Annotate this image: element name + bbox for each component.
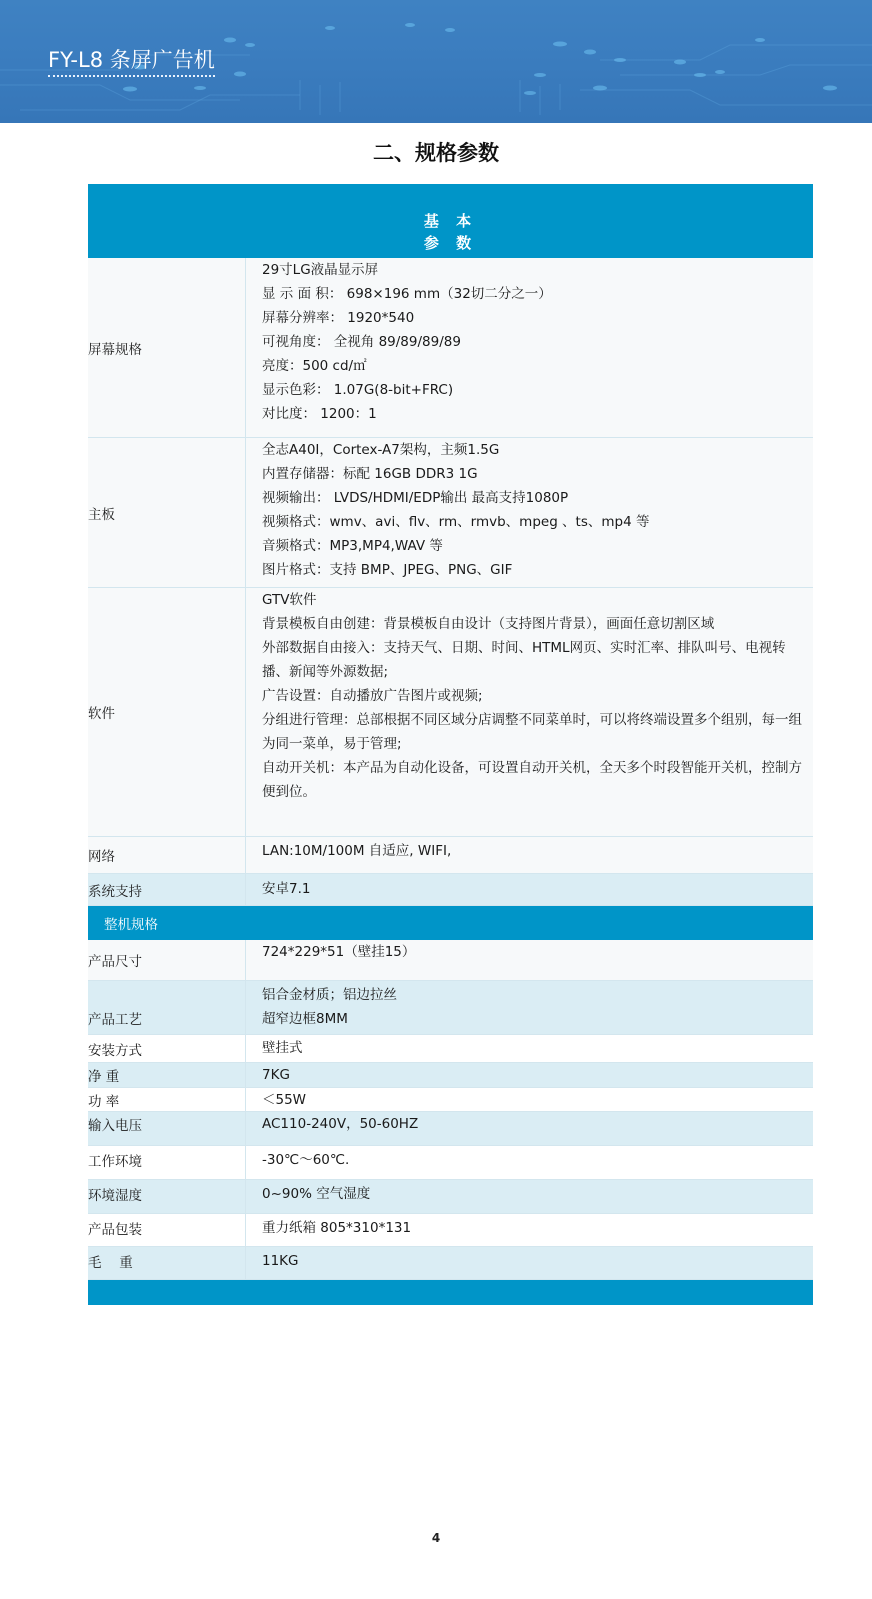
row-value: [246, 874, 813, 905]
value-line: 29寸LG液晶显示屏: [262, 262, 379, 278]
value-line: 超窄边框8MM: [262, 1011, 348, 1027]
table-row-craft: [88, 981, 813, 1035]
value-line: 7KG: [262, 1067, 290, 1083]
row-value: [246, 258, 813, 437]
value-line: 铝合金材质；铝边拉丝: [262, 987, 397, 1003]
value-line: 重力纸箱 805*310*131: [262, 1220, 412, 1236]
row-label: 屏幕规格: [88, 258, 246, 437]
value-line: GTV软件: [262, 592, 317, 608]
table-row-voltage: [88, 1112, 813, 1146]
table-row-mount: [88, 1035, 813, 1063]
table-row-network: [88, 837, 813, 874]
value-line: 视频输出： LVDS/HDMI/EDP输出 最高支持1080P: [262, 490, 569, 506]
value-line: 音频格式：MP3,MP4,WAV 等: [262, 538, 443, 554]
table-row-humidity: [88, 1180, 813, 1214]
row-value: [246, 1180, 813, 1213]
row-value: [246, 1112, 813, 1145]
table-row-packaging: [88, 1214, 813, 1247]
table-row-os: [88, 874, 813, 906]
table-row-gross-weight: [88, 1247, 813, 1280]
value-line: 分组进行管理：总部根据不同区域分店调整不同菜单时，可以将终端设置多个组别，每一组为同一菜单，易于管理;: [262, 712, 802, 752]
row-label: 软件: [88, 588, 246, 836]
value-line: 图片格式：支持 BMP、JPEG、PNG、GIF: [262, 562, 513, 578]
value-line: 背景模板自由创建：背景模板自由设计（支持图片背景），画面任意切割区域: [262, 616, 715, 632]
row-label: 系统支持: [88, 874, 246, 905]
row-label: 功 率: [88, 1088, 246, 1111]
row-value: [246, 438, 813, 587]
spec-table: [88, 184, 813, 1305]
row-label: 网络: [88, 837, 246, 873]
value-line: ＜55W: [262, 1092, 307, 1108]
product-title: FY-L8 条屏广告机: [48, 44, 215, 77]
row-value: [246, 588, 813, 836]
table-row-net-weight: [88, 1063, 813, 1088]
row-label: 主板: [88, 438, 246, 587]
value-line: 显示色彩： 1.07G(8-bit+FRC): [262, 382, 454, 398]
table-row-power: [88, 1088, 813, 1112]
value-line: 内置存储器：标配 16GB DDR3 1G: [262, 466, 478, 482]
row-value: [246, 940, 813, 980]
section-header-machine-spec: 整机规格: [88, 906, 813, 940]
table-row-software: [88, 588, 813, 837]
row-value: [246, 1063, 813, 1087]
value-line: -30℃～60℃.: [262, 1152, 350, 1168]
table-footer-bar: [88, 1280, 813, 1305]
row-label: 净 重: [88, 1063, 246, 1087]
table-row-operating-temp: [88, 1146, 813, 1180]
row-label: 毛 重: [88, 1247, 246, 1279]
value-line: 自动开关机：本产品为自动化设备，可设置自动开关机，全天多个时段智能开关机，控制方便到位。: [262, 760, 802, 800]
row-value: [246, 837, 813, 873]
row-label: 输入电压: [88, 1112, 246, 1145]
value-line: 724*229*51（壁挂15）: [262, 944, 416, 960]
value-line: 0~90% 空气湿度: [262, 1186, 371, 1202]
page-header-banner: [0, 0, 872, 123]
value-line: 屏幕分辨率： 1920*540: [262, 310, 415, 326]
table-row-size: [88, 940, 813, 981]
value-line: 全志A40I，Cortex-A7架构，主频1.5G: [262, 442, 500, 458]
value-line: 可视角度： 全视角 89/89/89/89: [262, 334, 461, 350]
header-line-2: 参 数: [423, 234, 478, 252]
row-label: 环境湿度: [88, 1180, 246, 1213]
value-line: 亮度：500 cd/㎡: [262, 358, 367, 374]
value-line: 显 示 面 积： 698×196 mm（32切二分之一）: [262, 286, 552, 302]
page-number: 4: [431, 1531, 441, 1545]
row-value: [246, 1035, 813, 1062]
row-label: 产品工艺: [88, 981, 246, 1034]
value-line: 外部数据自由接入：支持天气、日期、时间、HTML网页、实时汇率、排队叫号、电视转播、新闻等外源数据;: [262, 640, 786, 680]
value-line: 壁挂式: [262, 1040, 303, 1056]
value-line: 视频格式：wmv、avi、flv、rm、rmvb、mpeg 、ts、mp4 等: [262, 514, 650, 530]
header-line-1: 基 本: [423, 212, 478, 230]
page-title: 二、规格参数: [373, 141, 499, 165]
row-value: [246, 1214, 813, 1246]
value-line: 对比度： 1200：1: [262, 406, 377, 422]
table-header: [88, 184, 813, 258]
row-value: [246, 981, 813, 1034]
row-label: 安装方式: [88, 1035, 246, 1062]
value-line: LAN:10M/100M 自适应, WIFI,: [262, 843, 452, 859]
value-line: AC110-240V，50-60HZ: [262, 1116, 419, 1132]
value-line: 11KG: [262, 1253, 299, 1269]
table-row-mainboard: [88, 438, 813, 588]
row-label: 产品包装: [88, 1214, 246, 1246]
row-value: [246, 1146, 813, 1179]
row-value: [246, 1247, 813, 1279]
value-line: 安卓7.1: [262, 881, 311, 897]
value-line: 广告设置：自动播放广告图片或视频;: [262, 688, 483, 704]
row-label: 产品尺寸: [88, 940, 246, 980]
row-label: 工作环境: [88, 1146, 246, 1179]
row-value: [246, 1088, 813, 1111]
table-row-screen: [88, 258, 813, 438]
